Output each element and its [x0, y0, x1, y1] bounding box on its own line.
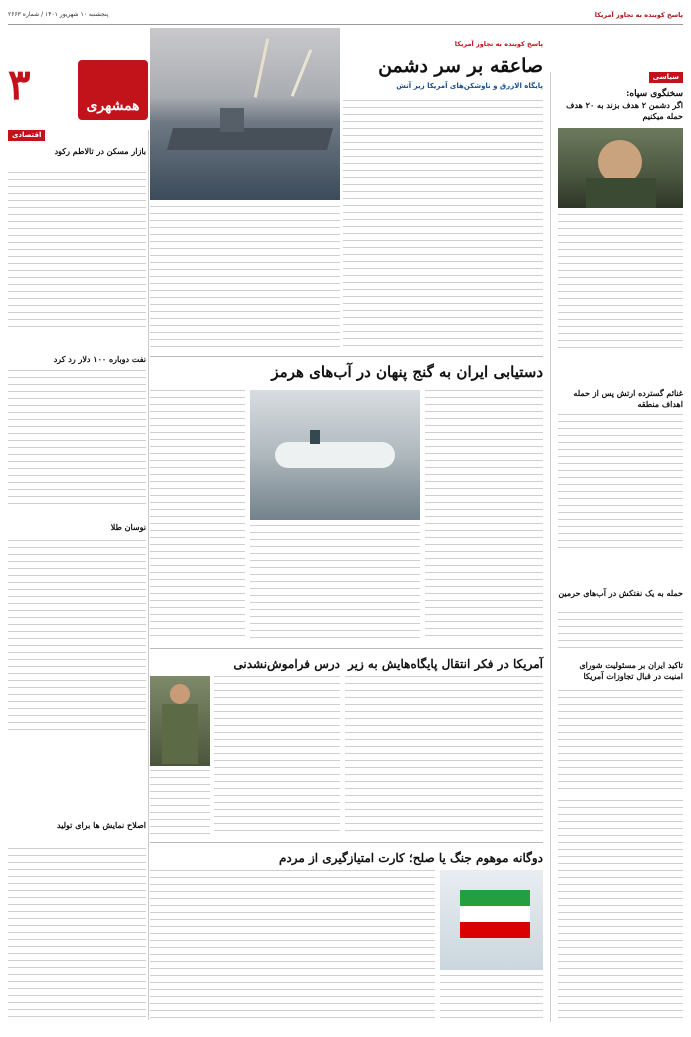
right-story2-title: تاکید ایران بر مسئولیت شورای امنیت در قبال تجاوزات آمریکا — [579, 660, 683, 681]
economy-story3-title: نوسان طلا — [110, 522, 146, 532]
right-body-text-1 — [558, 214, 683, 354]
right-body-text-2 — [558, 414, 683, 554]
commander-photo — [558, 128, 683, 208]
bottom-story-title: دوگانه موهوم جنگ یا صلح؛ کارت امتیازگیری از مردم — [279, 851, 543, 865]
top-story-kicker: پاسخ کوبنده به تجاوز آمریکا — [454, 40, 543, 48]
bottom-left-body-2 — [150, 770, 210, 836]
right-story4-title: حمله به یک نفتکش در آب‌های حرمین — [558, 588, 683, 598]
top-quote: پاسخ کوبنده به تجاوز آمریکا — [594, 11, 683, 19]
economy-story2-title: نفت دوباره ۱۰۰ دلار رد کرد — [53, 354, 146, 364]
right-body-text-3 — [558, 612, 683, 652]
middle-story-title: دستیابی ایران به گنج پنهان در آب‌های هرمز — [271, 363, 543, 381]
economy-divider — [148, 130, 149, 1020]
warship-photo — [150, 28, 340, 200]
top-story-subtitle: پایگاه الازرق و ناوشکن‌های آمریکا زیر آتش — [396, 82, 543, 90]
economy-body-3 — [8, 540, 146, 730]
right-body-text-5 — [558, 800, 683, 1020]
economy-story1-title: بازار مسکن در تالاطم رکود — [54, 146, 146, 156]
flag-photo — [440, 870, 543, 970]
warship-story-body — [150, 206, 340, 350]
divider-low — [150, 648, 543, 649]
bottom-left-title: درس فراموش‌نشدنی — [233, 657, 340, 671]
bottom-story-body — [150, 870, 435, 1020]
economy-label: اقتصادی — [8, 130, 45, 141]
middle-body-center — [250, 525, 420, 640]
economy-body-2 — [8, 370, 146, 510]
economy-body-1 — [8, 172, 146, 332]
page-number: ۳ — [8, 60, 31, 109]
economy-story4-title: اصلاح نمایش ها برای تولید — [57, 820, 146, 830]
top-story-body — [343, 100, 543, 350]
right-column-label: سیاسی — [649, 72, 683, 83]
brand-name: همشهری — [86, 98, 140, 114]
date-line: پنجشنبه ۱۰ شهریور ۱۴۰۱ / شماره ۲۶۶۳ — [8, 11, 109, 18]
economy-body-4 — [8, 848, 146, 1018]
top-strip — [8, 8, 683, 25]
divider-mid — [150, 356, 543, 357]
soldier-photo — [150, 676, 210, 766]
middle-body-left — [150, 390, 245, 640]
masthead-logo — [8, 60, 148, 122]
bottom-story-body-2 — [440, 975, 543, 1020]
right-lead-title: سخنگوی سپاه: — [626, 89, 683, 99]
brand-box — [78, 60, 148, 120]
column-divider — [550, 72, 551, 1022]
divider-bottom — [150, 842, 543, 843]
bottom-right-body — [345, 676, 543, 836]
bottom-right-title: آمریکا در فکر انتقال پایگاه‌هایش به زیر — [348, 657, 543, 671]
drone-photo — [250, 390, 420, 520]
right-story3-title: غنائم گسترده ارتش پس از حمله اهداف منطقه — [573, 388, 683, 409]
middle-body-right — [425, 390, 543, 640]
right-lead-sub: اگر دشمن ۲ هدف بزند به ۲۰ هدف حمله میکنیم — [566, 100, 683, 121]
right-body-text-4 — [558, 690, 683, 790]
top-story-title: صاعقه بر سر دشمن — [378, 55, 543, 77]
bottom-left-body — [214, 676, 340, 836]
